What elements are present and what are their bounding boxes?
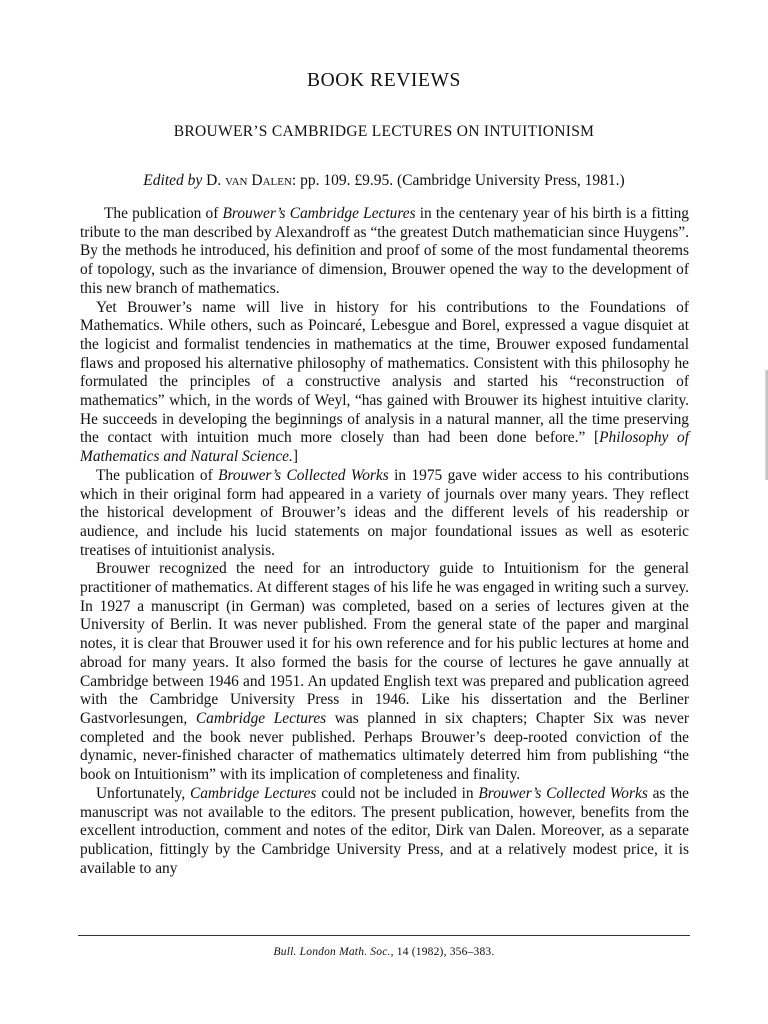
paragraph-text: was planned in six chapters; Chapter Six was never completed and the book never published. Perhaps Brouwer’s deep-rooted conviction of the dynamic, never-finished character of mathematics ultimately deterred him from publishing “the book on Intuitionism” with its implication of completeness and finality. [80,709,689,784]
paragraph-text: Unfortunately, [96,784,190,802]
paragraph-3 [80,467,689,561]
byline-editor: D. van Dalen [206,172,292,189]
journal-name: Bull. London Math. Soc. [273,946,391,958]
paragraph-2 [80,299,689,467]
book-title-italic: Cambridge Lectures [189,784,317,802]
book-title-italic: Brouwer’s Cambridge Lectures [222,205,416,222]
paragraph-4 [80,560,689,784]
paragraph-1 [80,205,689,299]
paragraph-text: The publication of [96,466,219,484]
journal-citation [0,946,768,958]
review-body [80,205,689,878]
article-title: BROUWER’S CAMBRIDGE LECTURES ON INTUITIONISM [173,123,595,140]
byline-details: : pp. 109. £9.95. (Cambridge University Press, 1981.) [291,172,625,189]
citation-details: , 14 (1982), 356–383. [390,946,495,958]
byline [0,172,768,190]
paragraph-text: The publication of [104,205,223,222]
book-title-italic: Philosophy of Mathematics and Natural Science. [80,429,689,466]
book-title-italic: Brouwer’s Collected Works [478,784,648,802]
paragraph-text: ] [292,448,299,466]
byline-edited-by: Edited by [143,172,203,189]
paragraph-text: could not be included in [316,784,479,802]
paragraph-text: as the manuscript was not available to the editors. The present publication, however, benefits from the excellent introduction, comment and notes of the editor, Dirk van Dalen. Moreover, as a separate publication, fittingly by the Cambridge University Press, and at a relatively modest price, it is available to any [80,784,689,877]
paragraph-text: Brouwer recognized the need for an introductory guide to Intuitionism for the general practitioner of mathematics. At different stages of his life he was engaged in writing such a survey. In 1927 a manuscript (in German) was completed, based on a series of lectures given at the University of Berlin. It was never published. From the general state of the paper and marginal notes, it is clear that Brouwer used it for his own reference and for his public lectures at home and abroad for many years. It also formed the basis for the course of lectures he gave annually at Cambridge between 1946 and 1951. An updated English text was prepared and publication agreed with the Cambridge University Press in 1946. Like his dissertation and the Berliner Gastvorlesungen, [80,560,689,727]
paragraph-5 [80,785,689,879]
book-title-italic: Cambridge Lectures [195,709,327,727]
paragraph-text: in the centenary year of his birth is a fitting tribute to the man described by Alexandroff as “the greatest Dutch mathematician since Huygens”. By the methods he introduced, his definition and proof of some of the most fundamental theorems of topology, such as the invariance of dimension, Brouwer opened the way to the development of this new branch of mathematics. [80,205,689,297]
section-title: BOOK REVIEWS [307,70,461,91]
paragraph-text: in 1975 gave wider access to his contributions which in their original form had appeared in a variety of journals over many years. They reflect the historical development of Brouwer’s ideas and the different levels of his readership or audience, and include his lucid statements on major foundational issues as well as esoteric treatises of intuitionist analysis. [80,466,689,559]
footer-rule [78,935,690,936]
book-title-italic: Brouwer’s Collected Works [218,466,389,484]
paragraph-text: Yet Brouwer’s name will live in history for his contributions to the Foundations of Mathematics. While others, such as Poincaré, Lebesgue and Borel, expressed a vague disquiet at the logicist and formalist tendencies in mathematics at the time, Brouwer exposed fundamental flaws and proposed his alternative philosophy of mathematics. Consistent with this philosophy he formulated the principles of a constructive analysis and started his “reconstruction of mathematics” which, in the words of Weyl, “has gained with Brouwer its highest intuitive clarity. He succeeds in developing the beginnings of analysis in a natural manner, all the time preserving the contact with intuition much more closely than had been done before.” [ [80,298,689,447]
